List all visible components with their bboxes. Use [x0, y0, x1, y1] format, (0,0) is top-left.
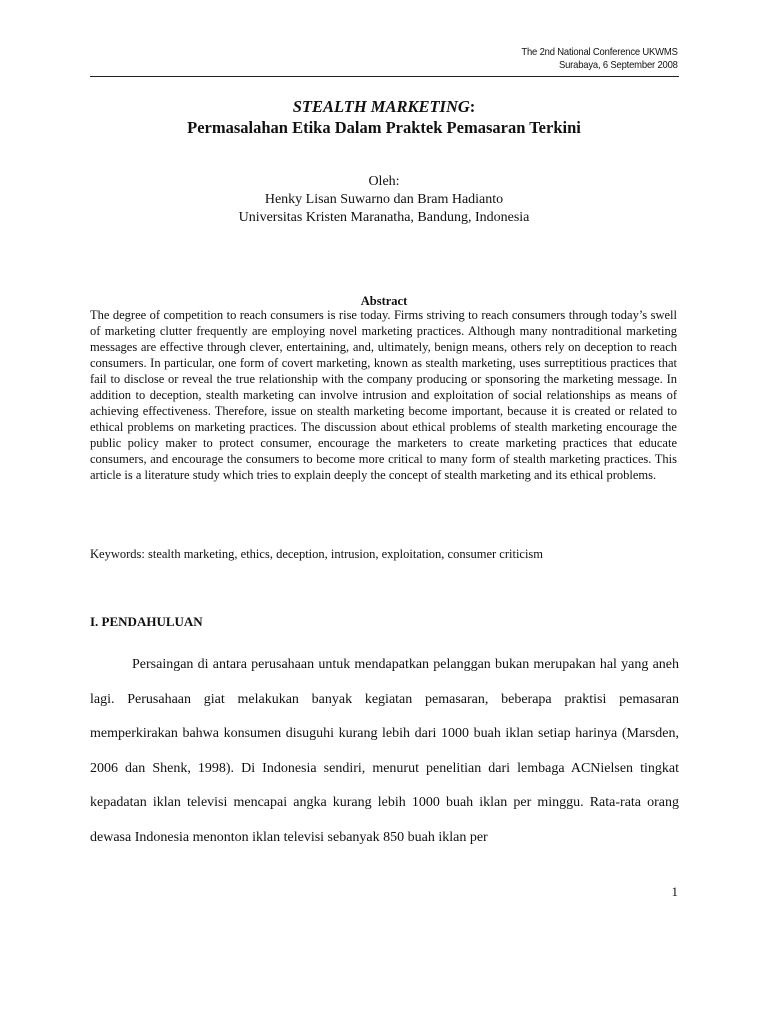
- page-number: 1: [671, 884, 678, 899]
- abstract-text: The degree of competition to reach consumers is rise today. Firms striving to reach consumers through today’s swell of marketing clutter frequently are employing novel marketing practices. Although many nontraditional marketing messages are effective through clever, entertaining, and, ultimately, benign means, others rely on deception to reach consumers. In particular, one form of covert marketing, known as stealth marketing, uses surreptitious practices that fail to disclose or reveal the true relationship with the company producing or sponsoring the marketing message. In addition to deception, stealth marketing can involve intrusion and exploitation of social relationships as means of achieving effectiveness. Therefore, issue on stealth marketing become important, because it is created or related to ethical problems on marketing practices. The discussion about ethical problems of stealth marketing encourage the public policy maker to protect consumer, encourage the marketers to create marketing practices that educate consumers, and encourage the consumers to become more critical to many form of stealth marketing practices. This article is a literature study which tries to explain deeply the concept of stealth marketing and its ethical problems.: [90, 308, 677, 482]
- title-line-2: Permasalahan Etika Dalam Praktek Pemasaran Terkini: [187, 118, 581, 137]
- paper-title: [0, 96, 768, 138]
- author-names: Henky Lisan Suwarno dan Bram Hadianto: [264, 192, 504, 207]
- header-conference: The 2nd National Conference UKWMS: [521, 46, 678, 58]
- title-italic: STEALTH MARKETING: [292, 97, 470, 116]
- header-date: Surabaya, 6 September 2008: [559, 59, 678, 71]
- title-line-1: [0, 96, 768, 117]
- keywords: Keywords: stealth marketing, ethics, deception, intrusion, exploitation, consumer criticism: [90, 547, 544, 561]
- title-colon: :: [469, 97, 476, 116]
- abstract-heading: Abstract: [360, 294, 408, 308]
- author-block: [0, 173, 768, 227]
- running-header: [522, 46, 678, 72]
- section-heading: I. PENDAHULUAN: [90, 614, 203, 629]
- body-paragraph: Persaingan di antara perusahaan untuk mendapatkan pelanggan bukan merupakan hal yang aneh lagi. Perusahaan giat melakukan banyak kegiatan pemasaran, beberapa praktisi pemasaran memperkirakan bahwa konsumen disuguhi kurang lebih dari 1000 buah iklan setiap harinya (Marsden, 2006 dan Shenk, 1998). Di Indonesia sendiri, menurut penelitian dari lembaga ACNielsen tingkat kepadatan iklan televisi mencapai angka kurang lebih 1000 buah iklan per minggu. Rata-rata orang dewasa Indonesia menonton iklan televisi sebanyak 850 buah iklan per: [90, 657, 679, 845]
- header-rule: [90, 76, 679, 77]
- author-by: Oleh:: [368, 174, 400, 189]
- author-affiliation: Universitas Kristen Maranatha, Bandung, Indonesia: [238, 210, 530, 225]
